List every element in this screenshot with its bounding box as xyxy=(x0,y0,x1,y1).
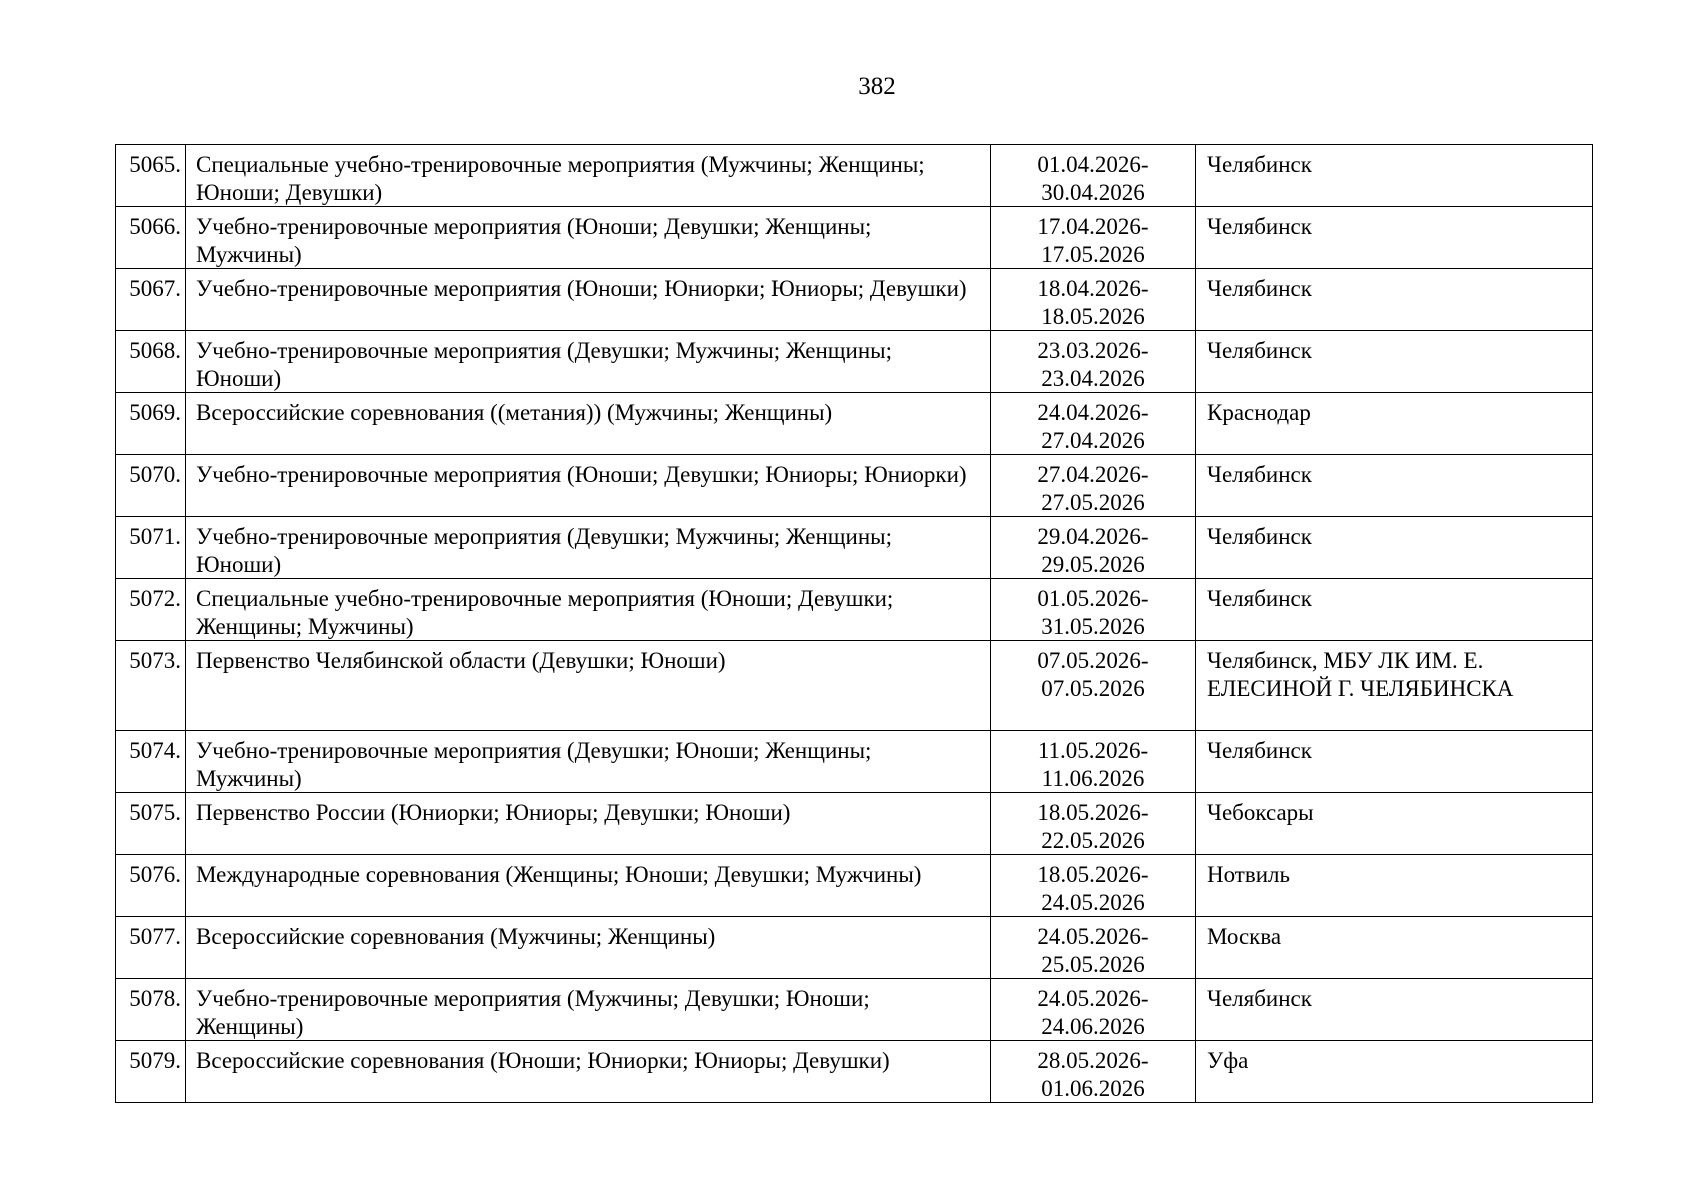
row-number: 5075. xyxy=(116,793,186,855)
date-end: 27.04.2026 xyxy=(1041,427,1145,453)
page-number: 382 xyxy=(858,73,896,100)
event-place: Москва xyxy=(1196,917,1593,979)
row-number: 5079. xyxy=(116,1041,186,1103)
event-name: Всероссийские соревнования (Мужчины; Женщины) xyxy=(186,917,991,979)
event-place: Челябинск xyxy=(1196,331,1593,393)
event-place: Челябинск xyxy=(1196,145,1593,207)
date-start: 01.05.2026- xyxy=(1037,586,1149,611)
row-number: 5070. xyxy=(116,455,186,517)
table-row xyxy=(116,393,1593,455)
row-number: 5077. xyxy=(116,917,186,979)
date-end: 30.04.2026 xyxy=(1041,179,1145,205)
event-name: Всероссийские соревнования ((метания)) (Мужчины; Женщины) xyxy=(186,393,991,455)
date-start: 11.05.2026- xyxy=(1037,738,1149,763)
date-start: 24.04.2026- xyxy=(1037,400,1149,425)
event-name: Первенство России (Юниорки; Юниоры; Девушки; Юноши) xyxy=(186,793,991,855)
event-dates xyxy=(991,517,1196,579)
date-end: 22.05.2026 xyxy=(1041,827,1145,853)
date-start: 01.04.2026- xyxy=(1037,152,1149,177)
row-number: 5066. xyxy=(116,207,186,269)
table-row xyxy=(116,331,1593,393)
event-place: Нотвиль xyxy=(1196,855,1593,917)
table-row xyxy=(116,1041,1593,1103)
event-dates xyxy=(991,731,1196,793)
event-place: Уфа xyxy=(1196,1041,1593,1103)
date-end: 11.06.2026 xyxy=(1041,765,1145,791)
table-row xyxy=(116,855,1593,917)
event-name: Учебно-тренировочные мероприятия (Мужчины; Девушки; Юноши; Женщины) xyxy=(186,979,991,1041)
date-end: 23.04.2026 xyxy=(1041,365,1145,391)
event-place: Чебоксары xyxy=(1196,793,1593,855)
row-number: 5074. xyxy=(116,731,186,793)
date-start: 24.05.2026- xyxy=(1037,924,1149,949)
row-number: 5076. xyxy=(116,855,186,917)
date-end: 24.06.2026 xyxy=(1041,1013,1145,1039)
table-row xyxy=(116,269,1593,331)
event-place: Челябинск xyxy=(1196,455,1593,517)
row-number: 5069. xyxy=(116,393,186,455)
event-name: Учебно-тренировочные мероприятия (Девушки; Юноши; Женщины; Мужчины) xyxy=(186,731,991,793)
events-table-body xyxy=(116,145,1593,1103)
event-place: Краснодар xyxy=(1196,393,1593,455)
date-start: 23.03.2026- xyxy=(1037,338,1149,363)
date-start: 07.05.2026- xyxy=(1037,648,1149,673)
table-row xyxy=(116,641,1593,731)
row-number: 5071. xyxy=(116,517,186,579)
date-end: 07.05.2026 xyxy=(1041,675,1145,701)
event-place: Челябинск xyxy=(1196,979,1593,1041)
date-end: 01.06.2026 xyxy=(1041,1075,1145,1101)
date-start: 28.05.2026- xyxy=(1037,1048,1149,1073)
event-dates xyxy=(991,393,1196,455)
event-name: Учебно-тренировочные мероприятия (Юноши; Девушки; Женщины; Мужчины) xyxy=(186,207,991,269)
event-dates xyxy=(991,269,1196,331)
event-dates xyxy=(991,1041,1196,1103)
event-place: Челябинск xyxy=(1196,517,1593,579)
row-number: 5073. xyxy=(116,641,186,731)
event-name: Всероссийские соревнования (Юноши; Юниорки; Юниоры; Девушки) xyxy=(186,1041,991,1103)
event-dates xyxy=(991,793,1196,855)
table-row xyxy=(116,979,1593,1041)
event-name: Учебно-тренировочные мероприятия (Юноши; Девушки; Юниоры; Юниорки) xyxy=(186,455,991,517)
date-end: 31.05.2026 xyxy=(1041,613,1145,639)
date-start: 24.05.2026- xyxy=(1037,986,1149,1011)
table-row xyxy=(116,917,1593,979)
table-row xyxy=(116,455,1593,517)
event-dates xyxy=(991,917,1196,979)
event-dates xyxy=(991,855,1196,917)
table-row xyxy=(116,145,1593,207)
event-dates xyxy=(991,579,1196,641)
event-place: Челябинск xyxy=(1196,207,1593,269)
event-place: Челябинск xyxy=(1196,579,1593,641)
events-table xyxy=(115,144,1593,1103)
event-name: Учебно-тренировочные мероприятия (Юноши; Юниорки; Юниоры; Девушки) xyxy=(186,269,991,331)
table-row xyxy=(116,207,1593,269)
date-start: 18.05.2026- xyxy=(1037,862,1149,887)
event-place: Челябинск, МБУ ЛК ИМ. Е. ЕЛЕСИНОЙ Г. ЧЕЛЯБИНСКА xyxy=(1196,641,1593,731)
date-start: 29.04.2026- xyxy=(1037,524,1149,549)
event-name: Специальные учебно-тренировочные мероприятия (Мужчины; Женщины; Юноши; Девушки) xyxy=(186,145,991,207)
event-name: Учебно-тренировочные мероприятия (Девушки; Мужчины; Женщины; Юноши) xyxy=(186,517,991,579)
table-row xyxy=(116,517,1593,579)
row-number: 5072. xyxy=(116,579,186,641)
table-row xyxy=(116,579,1593,641)
row-number: 5065. xyxy=(116,145,186,207)
table-row xyxy=(116,793,1593,855)
event-name: Международные соревнования (Женщины; Юноши; Девушки; Мужчины) xyxy=(186,855,991,917)
row-number: 5078. xyxy=(116,979,186,1041)
event-name: Учебно-тренировочные мероприятия (Девушки; Мужчины; Женщины; Юноши) xyxy=(186,331,991,393)
table-row xyxy=(116,731,1593,793)
date-end: 18.05.2026 xyxy=(1041,303,1145,329)
date-end: 17.05.2026 xyxy=(1041,241,1145,267)
date-end: 29.05.2026 xyxy=(1041,551,1145,577)
event-dates xyxy=(991,979,1196,1041)
date-start: 18.05.2026- xyxy=(1037,800,1149,825)
date-start: 18.04.2026- xyxy=(1037,276,1149,301)
event-dates xyxy=(991,145,1196,207)
event-dates xyxy=(991,207,1196,269)
event-name: Первенство Челябинской области (Девушки; Юноши) xyxy=(186,641,991,731)
event-name: Специальные учебно-тренировочные мероприятия (Юноши; Девушки; Женщины; Мужчины) xyxy=(186,579,991,641)
row-number: 5068. xyxy=(116,331,186,393)
date-end: 27.05.2026 xyxy=(1041,489,1145,515)
event-dates xyxy=(991,331,1196,393)
event-place: Челябинск xyxy=(1196,731,1593,793)
event-dates xyxy=(991,455,1196,517)
event-place: Челябинск xyxy=(1196,269,1593,331)
event-dates xyxy=(991,641,1196,731)
row-number: 5067. xyxy=(116,269,186,331)
date-start: 27.04.2026- xyxy=(1037,462,1149,487)
date-end: 24.05.2026 xyxy=(1041,889,1145,915)
date-end: 25.05.2026 xyxy=(1041,951,1145,977)
date-start: 17.04.2026- xyxy=(1037,214,1149,239)
